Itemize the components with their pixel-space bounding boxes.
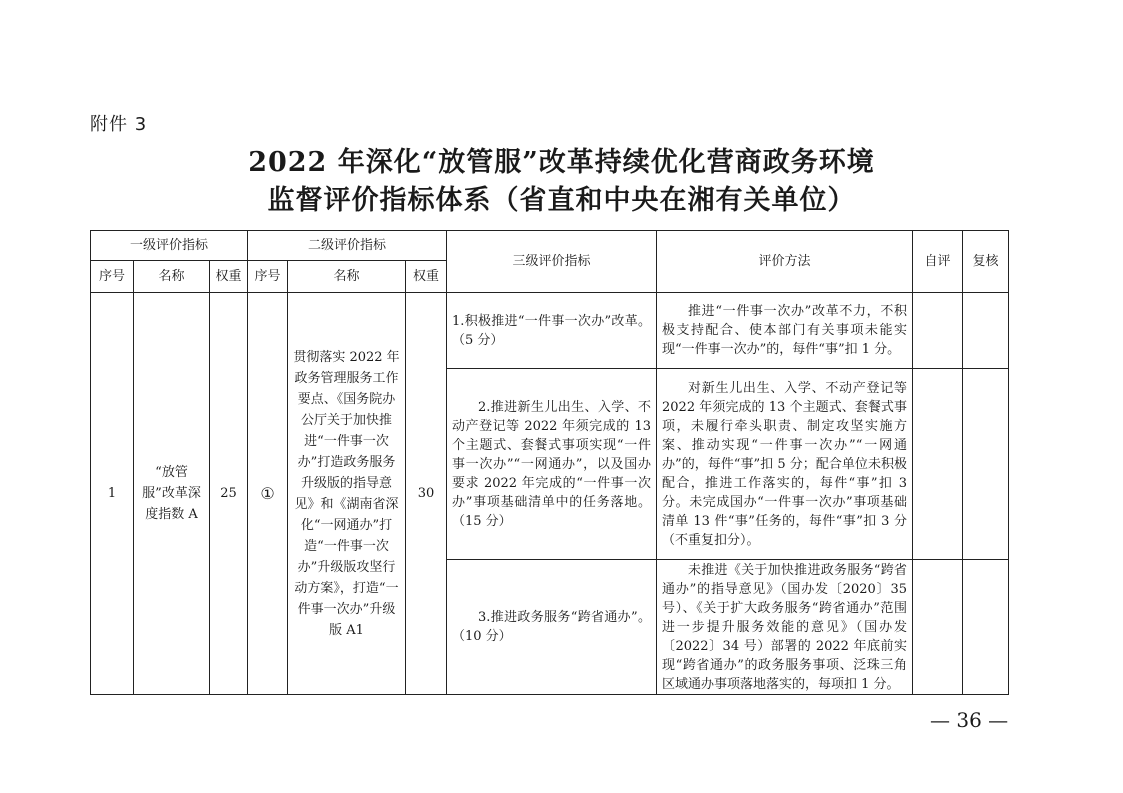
header-review: 复核	[963, 231, 1009, 293]
level2-seq: ①	[248, 293, 288, 695]
indicator-2: 2.推进新生儿出生、入学、不动产登记等 2022 年须完成的 13 个主题式、套餐式事项实现“一件事一次办”“一网通办”，以及国办要求 2022 年完成的“一件事一次办”事项基础清单中的任务落地。（15 分）	[447, 369, 657, 560]
document-title-line-1: 2022 年深化“放管服”改革持续优化营商政务环境	[248, 147, 875, 178]
header-method: 评价方法	[657, 231, 913, 293]
header-row-1	[91, 231, 1009, 261]
header-self-eval: 自评	[913, 231, 963, 293]
self-eval-cell-2	[913, 369, 963, 560]
table-row	[91, 293, 1009, 369]
header-l2-seq: 序号	[248, 261, 288, 293]
level1-name: “放管服”改革深度指数 A	[134, 293, 210, 695]
method-1: 推进“一件事一次办”改革不力，不积极支持配合、使本部门有关事项未能实现“一件事一次办”的，每件“事”扣 1 分。	[657, 293, 913, 369]
review-cell-3	[963, 560, 1009, 695]
header-level3: 三级评价指标	[447, 231, 657, 293]
method-3: 未推进《关于加快推进政务服务“跨省通办”的指导意见》（国办发〔2020〕35 号）、《关于扩大政务服务“跨省通办”范围进一步提升服务效能的意见》（国办发〔2022〕34 号）部署的 2022 年底前实现“跨省通办”的政务服务事项、泛珠三角区域通办事项落地落实的，每项扣 1 分。	[657, 560, 913, 695]
header-level1: 一级评价指标	[91, 231, 248, 261]
method-2: 对新生儿出生、入学、不动产登记等 2022 年须完成的 13 个主题式、套餐式事项，未履行牵头职责、制定攻坚实施方案、推动实现“一件事一次办”“一网通办”的，每件“事”扣 5 分；配合单位未积极配合，推进工作落实的，每件“事”扣 3 分。未完成国办“一件事一次办”事项基础清单 13 件“事”任务的，每件“事”扣 3 分（不重复扣分）。	[657, 369, 913, 560]
header-l1-name: 名称	[134, 261, 210, 293]
review-cell-2	[963, 369, 1009, 560]
level1-weight: 25	[210, 293, 248, 695]
page-number: — 36 —	[930, 708, 1009, 732]
level2-weight: 30	[406, 293, 447, 695]
attachment-label: 附件 3	[90, 114, 148, 135]
evaluation-index-table	[90, 230, 1009, 695]
header-l1-seq: 序号	[91, 261, 134, 293]
indicator-3: 3.推进政务服务“跨省通办”。（10 分）	[447, 560, 657, 695]
review-cell-1	[963, 293, 1009, 369]
level2-name: 贯彻落实 2022 年政务管理服务工作要点、《国务院办公厅关于加快推进“一件事一次办”打造政务服务升级版的指导意见》和《湖南省深化“一网通办”打造“一件事一次办”升级版攻坚行动方案》，打造“一件事一次办”升级版 A1	[288, 293, 406, 695]
header-l2-name: 名称	[288, 261, 406, 293]
indicator-1: 1.积极推进“一件事一次办”改革。（5 分）	[447, 293, 657, 369]
level1-seq: 1	[91, 293, 134, 695]
header-l2-weight: 权重	[406, 261, 447, 293]
header-l1-weight: 权重	[210, 261, 248, 293]
self-eval-cell-1	[913, 293, 963, 369]
document-title-line-2: 监督评价指标体系（省直和中央在湘有关单位）	[267, 185, 856, 216]
header-level2: 二级评价指标	[248, 231, 447, 261]
self-eval-cell-3	[913, 560, 963, 695]
